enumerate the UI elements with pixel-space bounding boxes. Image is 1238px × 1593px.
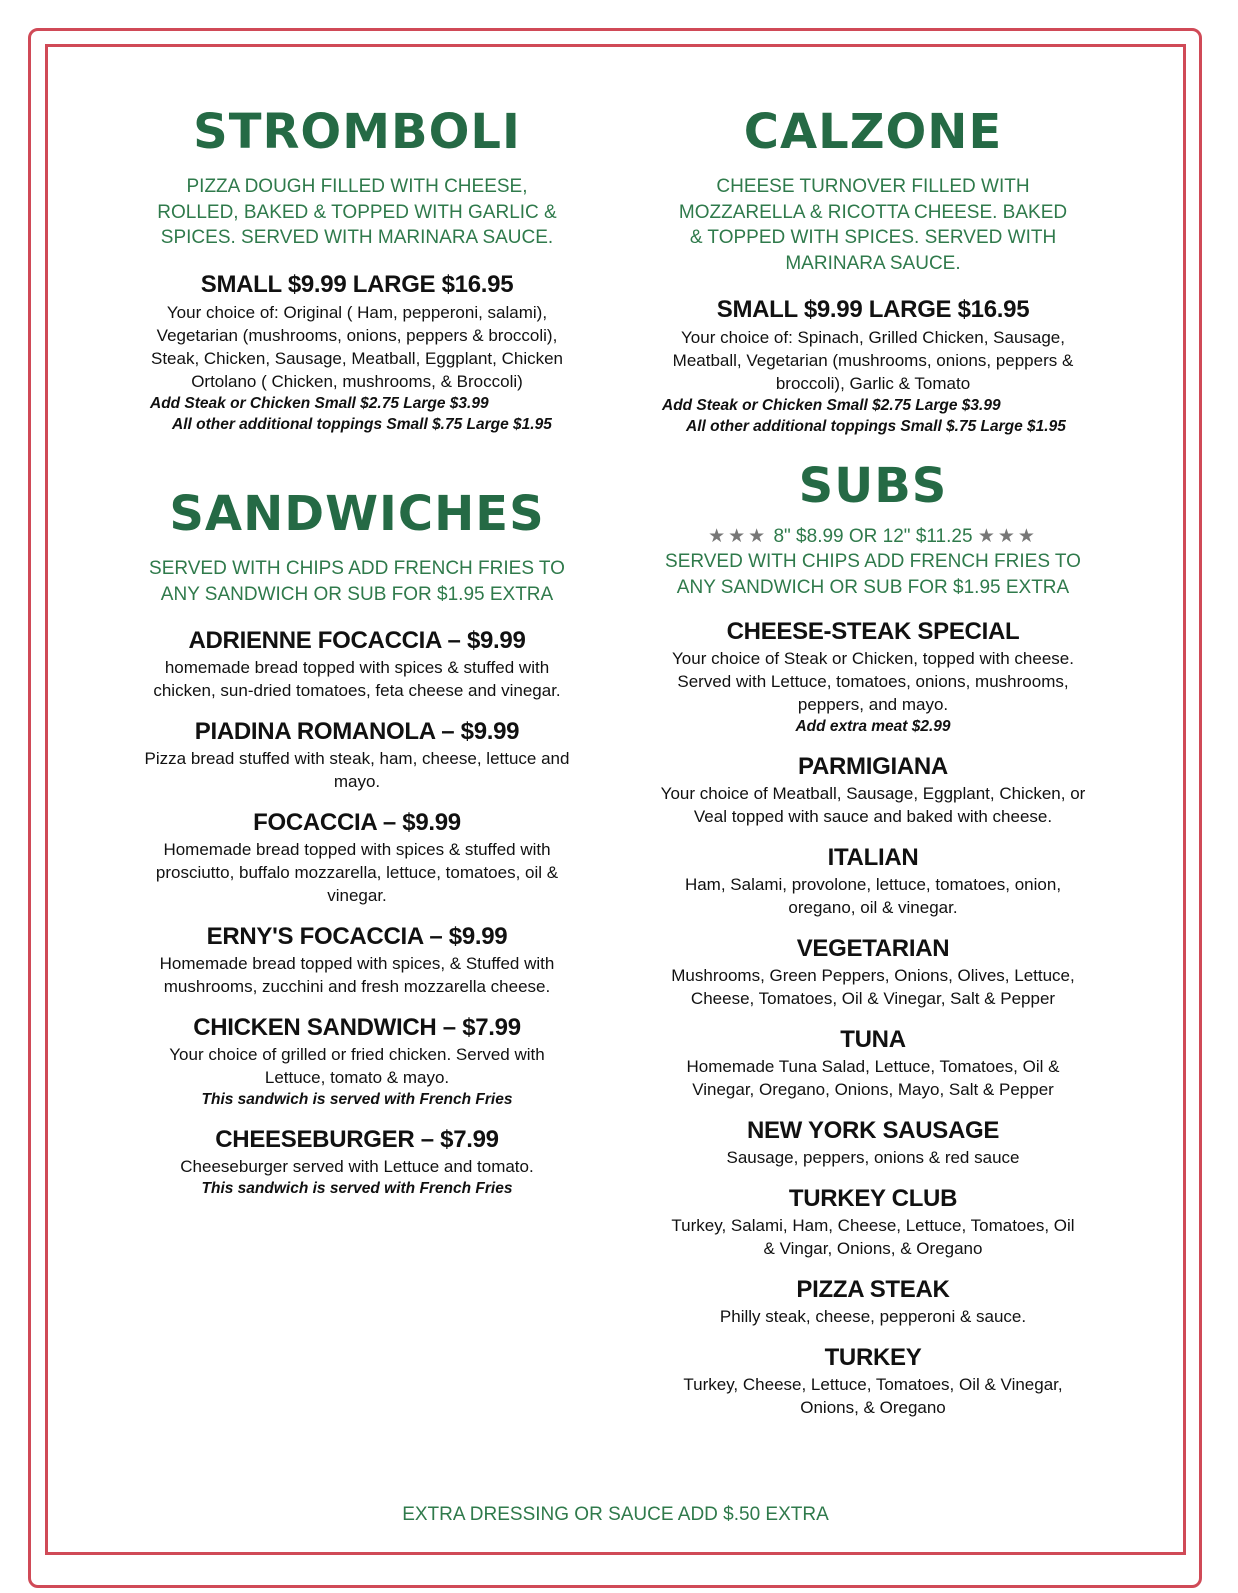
calzone-note-toppings: All other additional toppings Small $.75 Large $1.95 (686, 418, 1066, 435)
item-description: Ham, Salami, provolone, lettuce, tomatoes, onion, oregano, oil & vinegar. (684, 875, 1062, 917)
menu-item (140, 1126, 574, 1199)
menu-item (656, 1185, 1090, 1260)
subs-description: SERVED WITH CHIPS ADD FRENCH FRIES TO ANY SANDWICH OR SUB FOR $1.95 EXTRA (665, 551, 1081, 598)
item-description: Sausage, peppers, onions & red sauce (726, 1148, 1020, 1167)
item-name: ERNY'S FOCACCIA – $9.99 (206, 923, 508, 950)
menu-item (140, 718, 574, 793)
stromboli-note-steak: Add Steak or Chicken Small $2.75 Large $3.99 (150, 394, 489, 412)
calzone-title: CALZONE (743, 104, 1003, 160)
item-name: PARMIGIANA (798, 753, 948, 780)
stars-icon: ★★★ (708, 526, 769, 547)
sandwiches-description: SERVED WITH CHIPS ADD FRENCH FRIES TO ANY SANDWICH OR SUB FOR $1.95 EXTRA (149, 558, 565, 605)
item-name: ADRIENNE FOCACCIA – $9.99 (188, 627, 526, 654)
subs-section (656, 458, 1090, 1419)
item-name: TURKEY (824, 1344, 922, 1371)
subs-title: SUBS (798, 458, 948, 514)
item-name: TURKEY CLUB (788, 1185, 958, 1212)
item-description: Homemade bread topped with spices, & Stuffed with mushrooms, zucchini and fresh mozzarella cheese. (159, 954, 555, 996)
menu-item (140, 923, 574, 998)
sandwiches-title: SANDWICHES (169, 486, 545, 542)
stromboli-choices: Your choice of: Original ( Ham, pepperoni, salami), Vegetarian (mushrooms, onions, peppers & broccoli), Steak, Chicken, Sausage, Meatball, Eggplant, Chicken Ortolano ( Chicken, mushrooms, & Broccoli) (150, 302, 564, 391)
item-name: CHICKEN SANDWICH – $7.99 (193, 1014, 521, 1041)
stromboli-price: SMALL $9.99 LARGE $16.95 (200, 270, 514, 298)
item-note: This sandwich is served with French Fries (201, 1091, 513, 1108)
item-note: This sandwich is served with French Fries (201, 1180, 513, 1197)
stromboli-note-toppings: All other additional toppings Small $.75 Large $1.95 (172, 415, 552, 433)
item-description: Homemade bread topped with spices & stuffed with prosciutto, buffalo mozzarella, lettuce, tomatoes, oil & vinegar. (155, 840, 559, 905)
subs-price: 8" $8.99 OR 12" $11.25 (773, 526, 973, 547)
item-name: CHEESEBURGER – $7.99 (215, 1126, 499, 1153)
stromboli-section (140, 104, 574, 435)
menu-item (656, 1276, 1090, 1328)
menu-item (656, 844, 1090, 919)
item-name: VEGETARIAN (796, 935, 950, 962)
item-description: Mushrooms, Green Peppers, Onions, Olives, Lettuce, Cheese, Tomatoes, Oil & Vinegar, Salt & Pepper (671, 966, 1075, 1008)
item-description: Pizza bread stuffed with steak, ham, cheese, lettuce and mayo. (144, 749, 570, 791)
calzone-section (656, 104, 1090, 437)
menu-item (140, 627, 574, 702)
item-description: Turkey, Salami, Ham, Cheese, Lettuce, Tomatoes, Oil & Vingar, Onions, & Oregano (671, 1216, 1075, 1258)
item-description: Turkey, Cheese, Lettuce, Tomatoes, Oil & Vinegar, Onions, & Oregano (683, 1375, 1063, 1417)
item-description: Cheeseburger served with Lettuce and tomato. (180, 1157, 534, 1176)
item-description: Homemade Tuna Salad, Lettuce, Tomatoes, Oil & Vinegar, Oregano, Onions, Mayo, Salt & Pepper (686, 1057, 1060, 1099)
item-name: PIZZA STEAK (796, 1276, 950, 1303)
footer-note: EXTRA DRESSING OR SAUCE ADD $.50 EXTRA (402, 1504, 829, 1525)
stromboli-title: STROMBOLI (193, 104, 521, 160)
item-description: homemade bread topped with spices & stuffed with chicken, sun-dried tomatoes, feta cheese and vinegar. (153, 658, 561, 700)
item-name: ITALIAN (827, 844, 919, 871)
stromboli-description: PIZZA DOUGH FILLED WITH CHEESE, ROLLED, BAKED & TOPPED WITH GARLIC & SPICES. SERVED WITH MARINARA SAUCE. (157, 176, 557, 248)
item-name: NEW YORK SAUSAGE (746, 1117, 1000, 1144)
item-name: CHEESE-STEAK SPECIAL (726, 618, 1020, 645)
item-description: Your choice of grilled or fried chicken. Served with Lettuce, tomato & mayo. (169, 1045, 545, 1087)
item-name: PIADINA ROMANOLA – $9.99 (194, 718, 520, 745)
item-name: TUNA (840, 1026, 906, 1053)
item-description: Your choice of Steak or Chicken, topped with cheese. Served with Lettuce, tomatoes, onions, mushrooms, peppers, and mayo. (672, 649, 1074, 714)
sandwiches-section (140, 486, 574, 1199)
item-description: Your choice of Meatball, Sausage, Eggplant, Chicken, or Veal topped with sauce and baked with cheese. (660, 784, 1086, 826)
menu-item (656, 618, 1090, 737)
calzone-description: CHEESE TURNOVER FILLED WITH MOZZARELLA & RICOTTA CHEESE. BAKED & TOPPED WITH SPICES. SERVED WITH MARINARA SAUCE. (678, 176, 1068, 274)
menu-item (656, 1026, 1090, 1101)
menu-item (140, 809, 574, 907)
calzone-note-steak: Add Steak or Chicken Small $2.75 Large $3.99 (662, 397, 1001, 414)
stars-icon: ★★★ (977, 526, 1038, 547)
calzone-price: SMALL $9.99 LARGE $16.95 (716, 296, 1030, 323)
item-note: Add extra meat $2.99 (795, 718, 951, 735)
menu-item (656, 1117, 1090, 1169)
menu-item (656, 935, 1090, 1010)
menu-item (656, 1344, 1090, 1419)
menu-item (656, 753, 1090, 828)
item-name: FOCACCIA – $9.99 (253, 809, 461, 836)
menu-item (140, 1014, 574, 1110)
subs-price-line (656, 524, 1090, 549)
item-description: Philly steak, cheese, pepperoni & sauce. (719, 1307, 1027, 1326)
calzone-choices: Your choice of: Spinach, Grilled Chicken, Sausage, Meatball, Vegetarian (mushrooms, onions, peppers & broccoli), Garlic & Tomato (672, 328, 1074, 393)
